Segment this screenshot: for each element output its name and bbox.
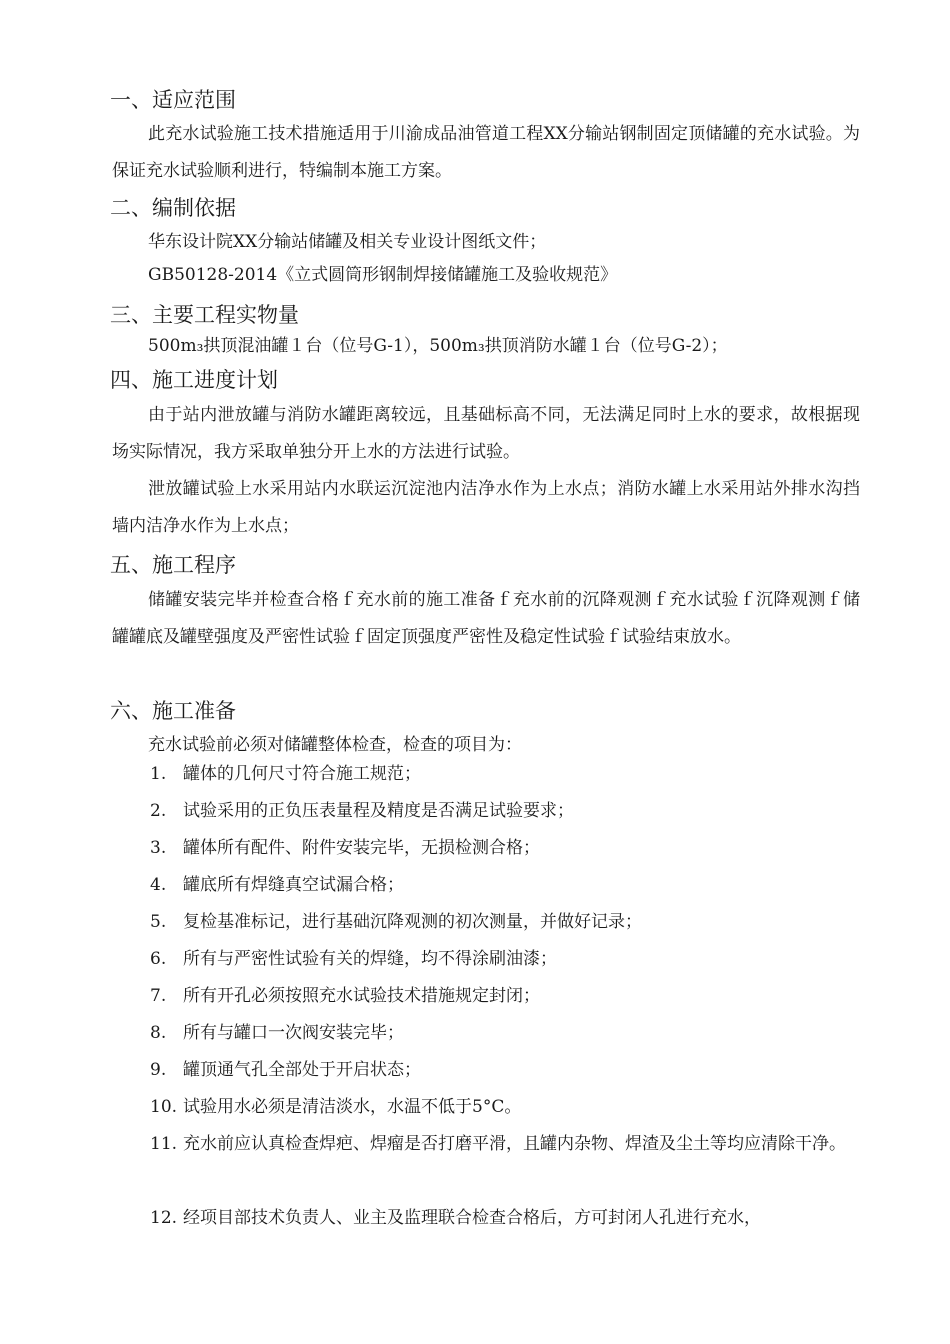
list-item-text: 充水前应认真检查焊疤、焊瘤是否打磨平滑，且罐内杂物、焊渣及尘土等均应清除干净。 xyxy=(183,1134,846,1154)
list-item-number: 10. xyxy=(150,1097,178,1117)
section-heading-scope: 一、适应范围 xyxy=(110,88,236,112)
paragraph-schedule-2: 泄放罐试验上水采用站内水联运沉淀池内洁净水作为上水点；消防水罐上水采用站外排水沟挡墙内洁净水作为上水点； xyxy=(112,479,860,536)
list-item-text: 试验采用的正负压表量程及精度是否满足试验要求； xyxy=(183,801,574,821)
list-item xyxy=(150,830,862,867)
list-item xyxy=(150,941,862,978)
section-heading-procedure: 五、施工程序 xyxy=(110,553,236,577)
list-item-number: 1. xyxy=(150,764,167,784)
section-heading-basis: 二、编制依据 xyxy=(110,196,236,220)
list-item-text: 试验用水必须是清洁淡水，水温不低于5°C。 xyxy=(183,1097,522,1117)
list-item xyxy=(150,1089,862,1126)
list-item-text: 罐体的几何尺寸符合施工规范； xyxy=(183,764,421,784)
list-item-number: 2. xyxy=(150,801,167,821)
list-item-number: 5. xyxy=(150,912,167,932)
list-item-text: 罐顶通气孔全部处于开启状态； xyxy=(183,1060,421,1080)
list-item-number: 3. xyxy=(150,838,167,858)
list-item-text: 复检基准标记，进行基础沉降观测的初次测量，并做好记录； xyxy=(183,912,642,932)
list-item-number: 4. xyxy=(150,875,167,895)
list-item xyxy=(150,1126,862,1163)
list-item-text: 所有与严密性试验有关的焊缝，均不得涂刷油漆； xyxy=(183,949,557,969)
basis-line-1: 华东设计院XX分输站储罐及相关专业设计图纸文件； xyxy=(148,232,547,252)
list-item-text: 罐体所有配件、附件安装完毕，无损检测合格； xyxy=(183,838,540,858)
section-heading-preparation: 六、施工准备 xyxy=(110,699,236,723)
list-item-number: 12. xyxy=(150,1208,178,1228)
list-item xyxy=(150,793,862,830)
list-item xyxy=(150,978,862,1015)
list-item xyxy=(150,1200,862,1237)
list-item-text: 罐底所有焊缝真空试漏合格； xyxy=(183,875,404,895)
paragraph-scope: 此充水试验施工技术措施适用于川渝成品油管道工程XX分输站钢制固定顶储罐的充水试验。为保证充水试验顺利进行，特编制本施工方案。 xyxy=(112,124,860,181)
list-item-text: 所有开孔必须按照充水试验技术措施规定封闭； xyxy=(183,986,540,1006)
list-item-number: 7. xyxy=(150,986,167,1006)
list-item xyxy=(150,904,862,941)
quantities-line: 500m₃拱顶混油罐１台（位号G-1），500m₃拱顶消防水罐１台（位号G-2）； xyxy=(148,336,728,356)
list-item-number: 6. xyxy=(150,949,167,969)
list-item-text: 经项目部技术负责人、业主及监理联合检查合格后，方可封闭人孔进行充水， xyxy=(183,1208,761,1228)
section-heading-quantities: 三、主要工程实物量 xyxy=(110,303,299,327)
list-item-number: 8. xyxy=(150,1023,167,1043)
list-item-number: 9. xyxy=(150,1060,167,1080)
basis-line-2: GB50128-2014《立式圆筒形钢制焊接储罐施工及验收规范》 xyxy=(148,265,618,285)
list-item xyxy=(150,1015,862,1052)
list-item xyxy=(150,1052,862,1089)
list-item-text: 所有与罐口一次阀安装完毕； xyxy=(183,1023,404,1043)
paragraph-schedule-1: 由于站内泄放罐与消防水罐距离较远，且基础标高不同，无法满足同时上水的要求，故根据现场实际情况，我方采取单独分开上水的方法进行试验。 xyxy=(112,405,860,462)
list-item-number: 11. xyxy=(150,1134,178,1154)
preparation-intro: 充水试验前必须对储罐整体检查，检查的项目为： xyxy=(148,735,522,755)
section-heading-schedule: 四、施工进度计划 xyxy=(110,368,278,392)
list-item xyxy=(150,756,862,793)
paragraph-procedure: 储罐安装完毕并检查合格ｆ充水前的施工准备ｆ充水前的沉降观测ｆ充水试验ｆ沉降观测ｆ储罐罐底及罐壁强度及严密性试验ｆ固定顶强度严密性及稳定性试验ｆ试验结束放水。 xyxy=(112,590,860,647)
list-item xyxy=(150,867,862,904)
